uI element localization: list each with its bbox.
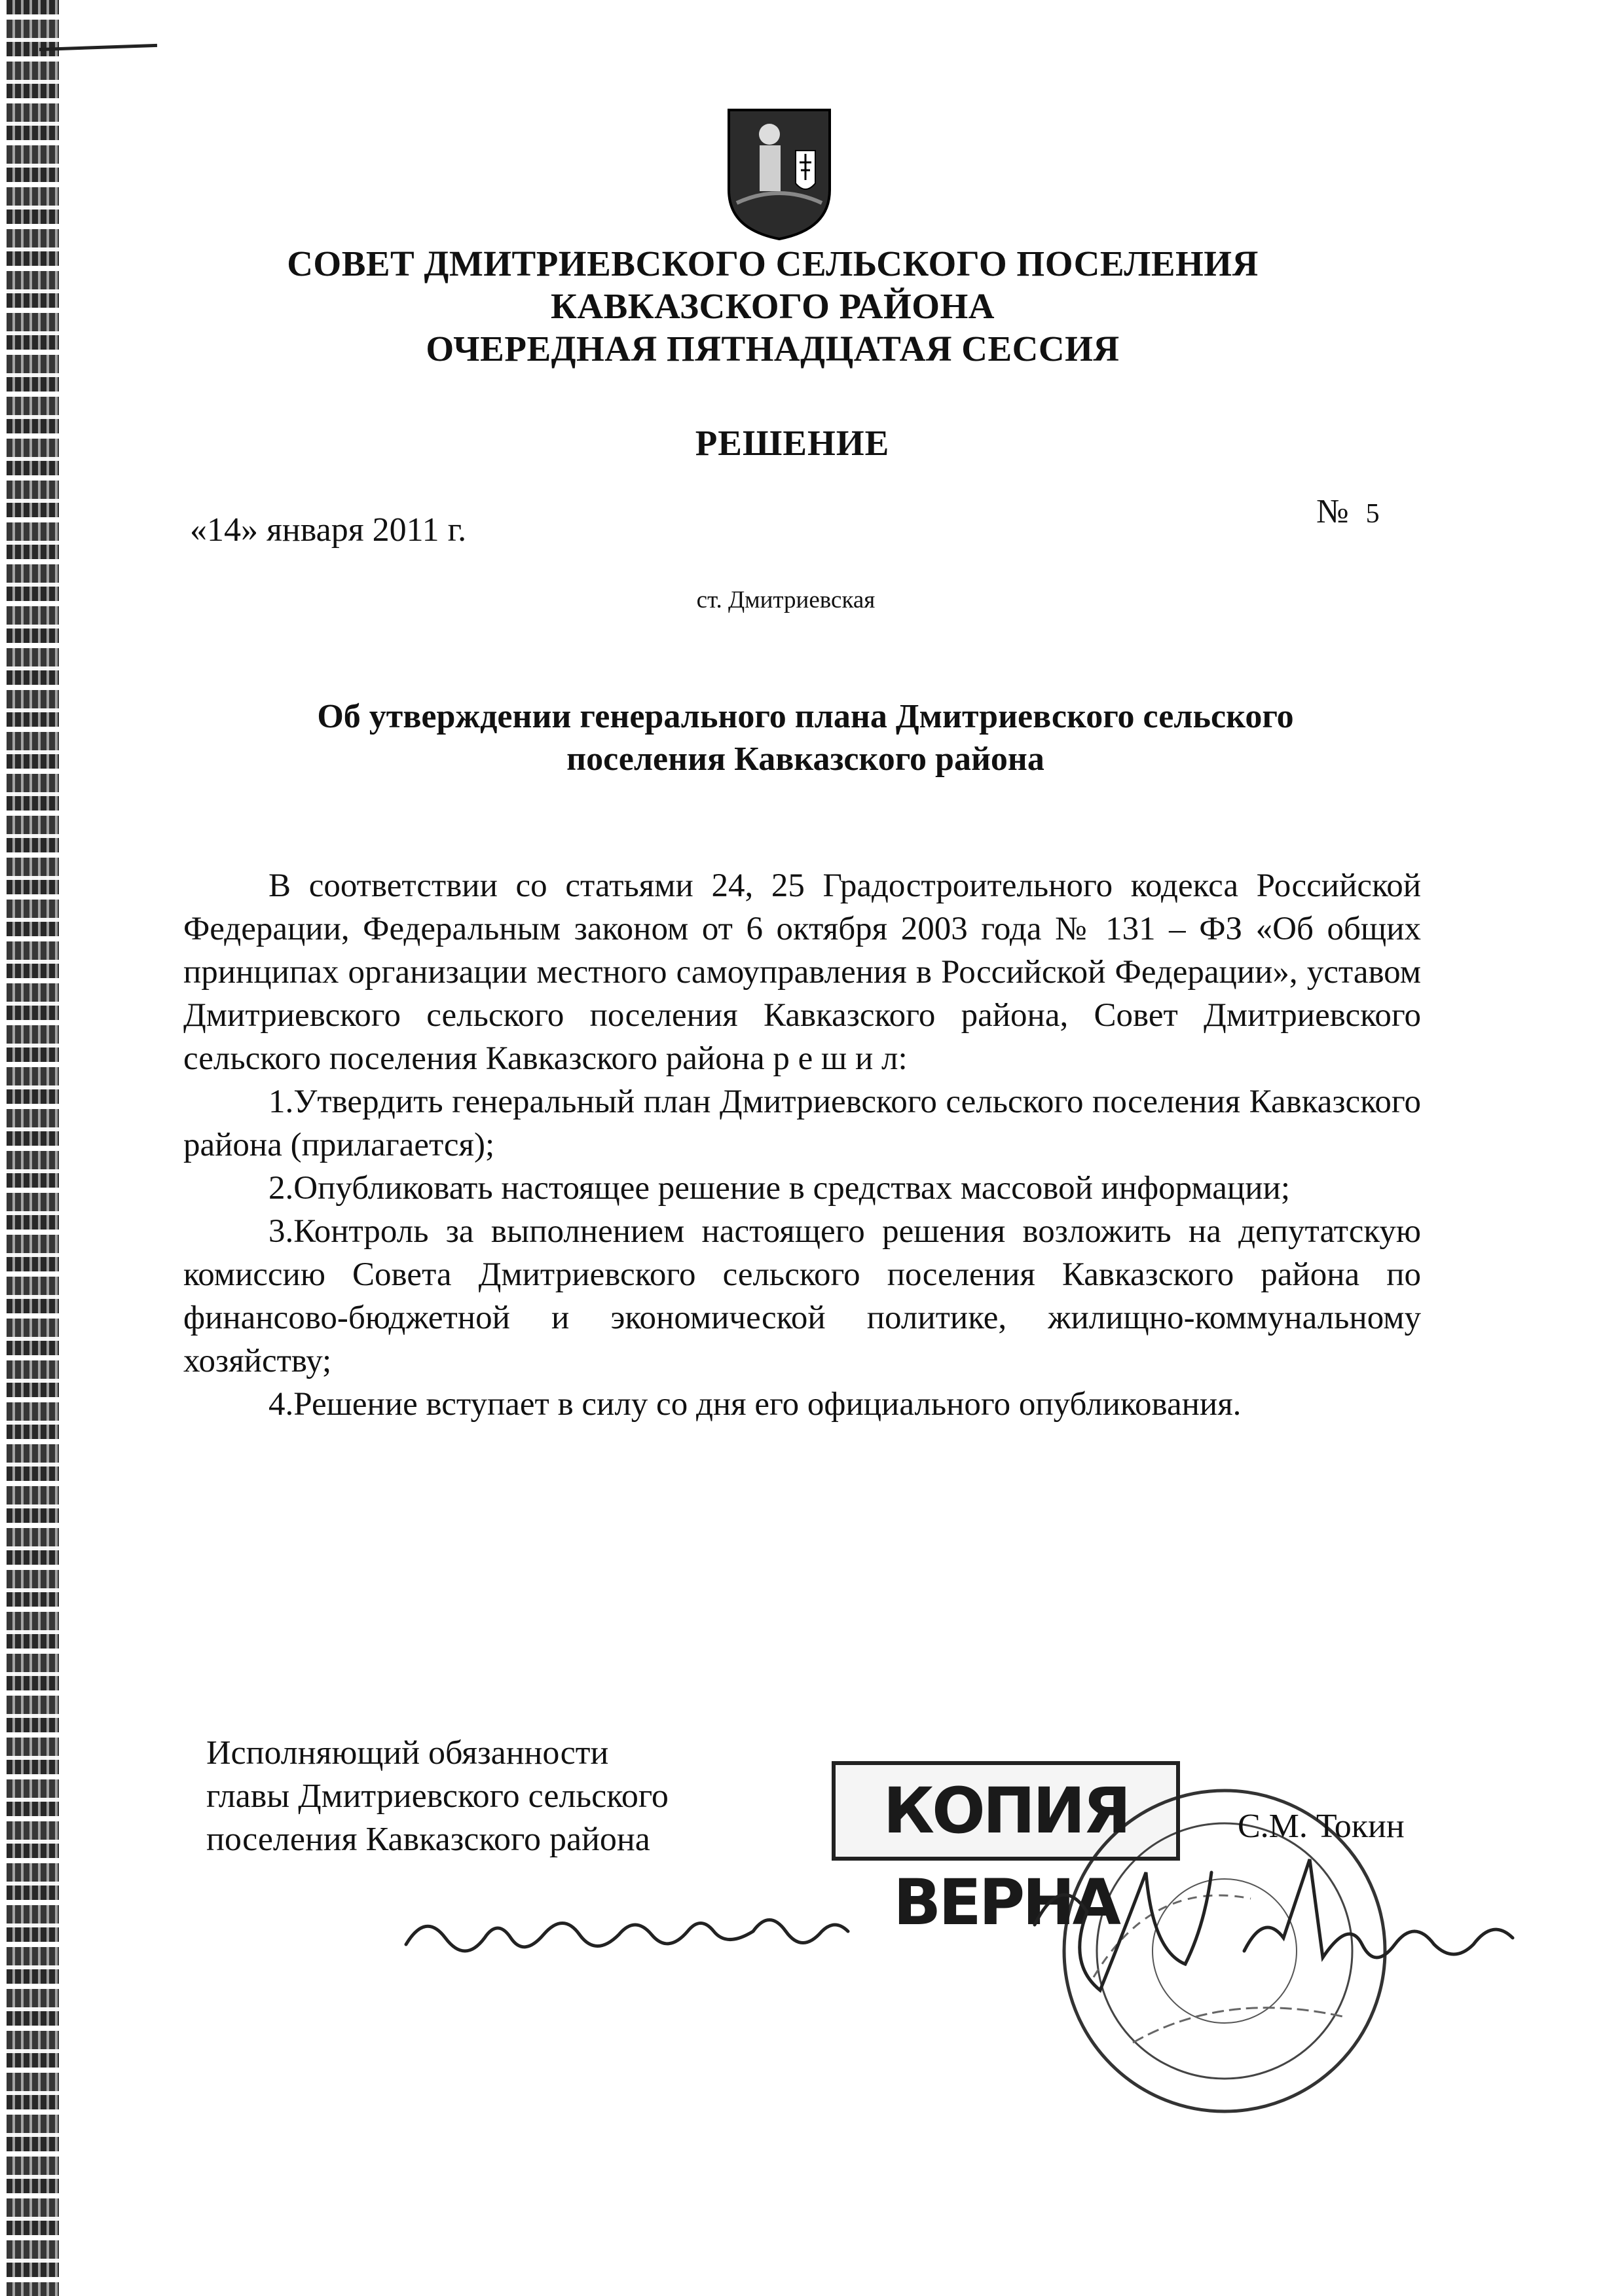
subject-line-1: Об утверждении генерального плана Дмитриевского сельского <box>317 698 1294 735</box>
signatory-name: С.М. Токин <box>1238 1808 1405 1845</box>
decision-item-3: 3.Контроль за выполнением настоящего решения возложить на депутатскую комиссию Совета Дмитриевского сельского поселения Кавказского района по финансово-бюджетной и экономической политике, жилищно-коммунальному хозяйству; <box>183 1213 1421 1379</box>
issuer-header <box>196 242 1349 370</box>
decision-item-1: 1.Утвердить генеральный план Дмитриевского сельского поселения Кавказского района (прилагается); <box>183 1084 1421 1163</box>
signatory-position <box>206 1732 669 1861</box>
number-sign: № <box>1316 493 1349 530</box>
signatory-line-2: главы Дмитриевского сельского <box>206 1777 669 1815</box>
number-value: 5 <box>1365 499 1380 529</box>
decision-body <box>183 864 1421 1426</box>
header-line-session: ОЧЕРЕДНАЯ ПЯТНАДЦАТАЯ СЕССИЯ <box>426 329 1120 369</box>
header-line-council: СОВЕТ ДМИТРИЕВСКОГО СЕЛЬСКОГО ПОСЕЛЕНИЯ <box>287 244 1259 283</box>
preamble-paragraph: В соответствии со статьями 24, 25 Градостроительного кодекса Российской Федерации, Федеральным законом от 6 октября 2003 года № 131 – ФЗ «Об общих принципах организации местного самоуправления в Российской Федерации», уставом Дмитриевского сельского поселения Кавказского района, Совет Дмитриевского сельского поселения Кавказского района р е ш и л: <box>183 867 1421 1077</box>
decision-number <box>1316 492 1380 531</box>
document-type-title: РЕШЕНИЕ <box>695 423 890 463</box>
handwritten-signatures <box>393 1853 1572 2023</box>
decision-item-4: 4.Решение вступает в силу со дня его официального опубликования. <box>268 1386 1242 1423</box>
decision-item-2: 2.Опубликовать настоящее решение в средствах массовой информации; <box>268 1170 1290 1207</box>
coat-of-arms-emblem <box>724 105 835 242</box>
subject-line-2: поселения Кавказского района <box>566 740 1044 778</box>
scan-edge-artifact <box>7 0 59 2296</box>
decision-date: «14» января 2011 г. <box>190 511 467 549</box>
signatory-line-3: поселения Кавказского района <box>206 1821 650 1858</box>
copy-certified-stamp: КОПИЯ ВЕРНА <box>832 1761 1180 1861</box>
signatory-line-1: Исполняющий обязанности <box>206 1734 609 1772</box>
header-line-district: КАВКАЗСКОГО РАЙОНА <box>550 286 995 326</box>
decision-subject <box>216 695 1395 780</box>
place-of-issue: ст. Дмитриевская <box>696 587 876 613</box>
